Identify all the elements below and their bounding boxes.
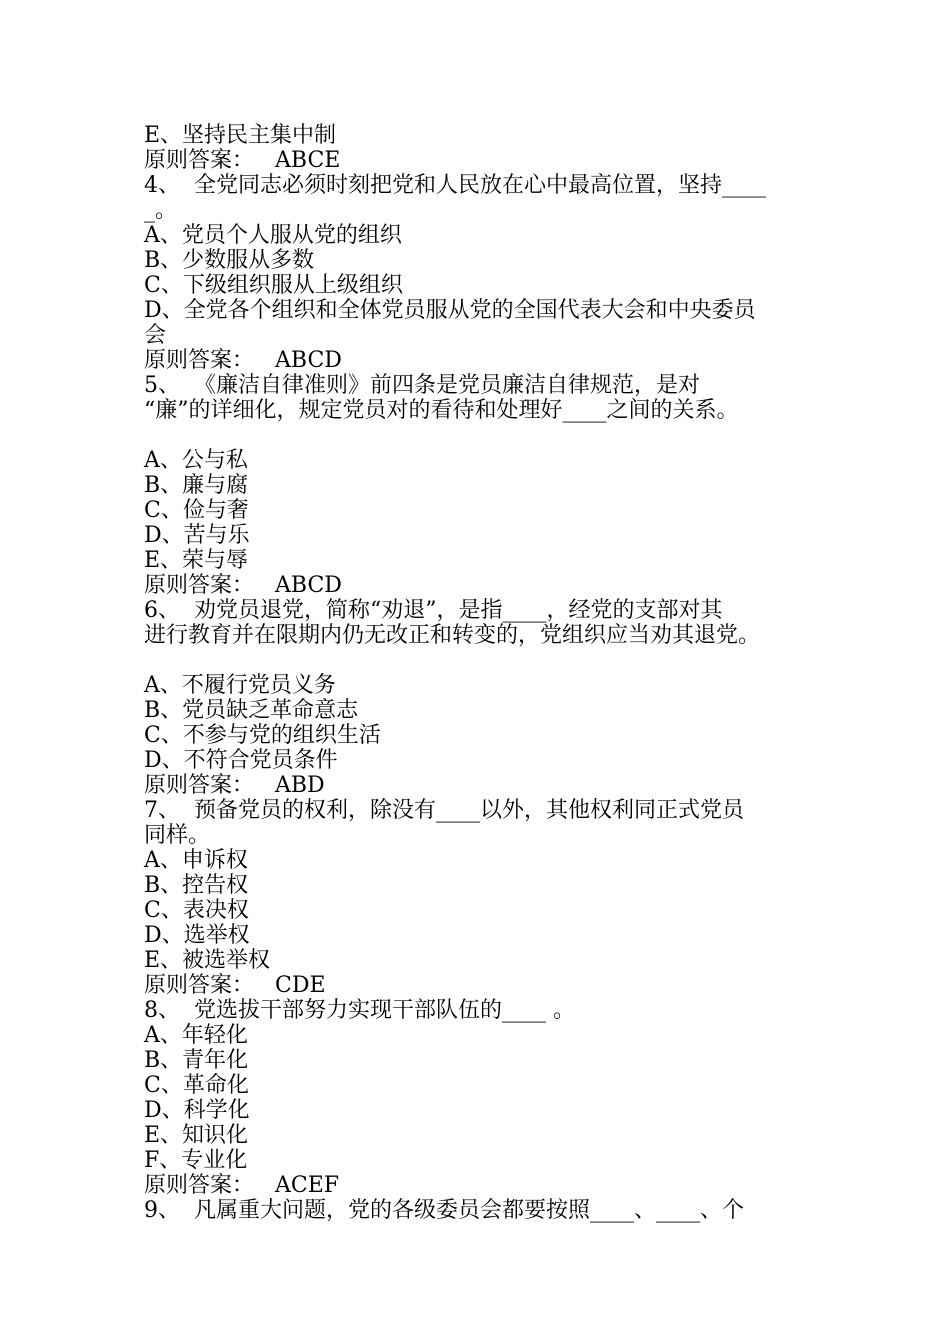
q6-option-b: B、党员缺乏革命意志 bbox=[144, 698, 359, 723]
question-9-line-1: 9、 凡属重大问题，党的各级委员会都要按照____、____、个 bbox=[144, 1198, 744, 1223]
q8-option-f: F、专业化 bbox=[144, 1148, 248, 1173]
q7-option-c: C、表决权 bbox=[144, 898, 249, 923]
q7-option-b: B、控告权 bbox=[144, 873, 249, 898]
q5-option-b: B、廉与腐 bbox=[144, 473, 249, 498]
answer-line-q7: 原则答案： CDE bbox=[144, 973, 326, 998]
question-6-line-1: 6、 劝党员退党，简称“劝退”，是指____，经党的支部对其 bbox=[144, 598, 723, 623]
q7-option-d: D、选举权 bbox=[144, 923, 250, 948]
q8-option-e: E、知识化 bbox=[144, 1123, 249, 1148]
q7-option-a: A、申诉权 bbox=[144, 848, 248, 873]
q4-option-a: A、党员个人服从党的组织 bbox=[144, 223, 402, 248]
question-4-line-1: 4、 全党同志必须时刻把党和人民放在心中最高位置，坚持____ bbox=[144, 173, 766, 198]
question-7-line-1: 7、 预备党员的权利，除没有____以外，其他权利同正式党员 bbox=[144, 798, 744, 823]
q6-option-c: C、不参与党的组织生活 bbox=[144, 723, 381, 748]
q6-option-a: A、不履行党员义务 bbox=[144, 673, 336, 698]
q7-option-e: E、被选举权 bbox=[144, 948, 271, 973]
q4-option-b: B、少数服从多数 bbox=[144, 248, 315, 273]
question-4-line-2: _。 bbox=[144, 198, 178, 223]
question-8-line-1: 8、 党选拔干部努力实现干部队伍的____ 。 bbox=[144, 998, 575, 1023]
document-page bbox=[144, 123, 824, 1223]
answer-line-q6: 原则答案： ABD bbox=[144, 773, 325, 798]
q4-option-c: C、下级组织服从上级组织 bbox=[144, 273, 403, 298]
q8-option-d: D、科学化 bbox=[144, 1098, 250, 1123]
q4-option-d-line-2: 会 bbox=[144, 323, 167, 348]
q5-option-d: D、苦与乐 bbox=[144, 523, 250, 548]
q8-option-c: C、革命化 bbox=[144, 1073, 249, 1098]
q8-option-a: A、年轻化 bbox=[144, 1023, 248, 1048]
q6-option-d: D、不符合党员条件 bbox=[144, 748, 338, 773]
option-e-text: E、坚持民主集中制 bbox=[144, 123, 337, 148]
blank-line bbox=[144, 423, 824, 448]
question-5-line-1: 5、 《廉洁自律准则》前四条是党员廉洁自律规范，是对 bbox=[144, 373, 700, 398]
answer-line-q3: 原则答案： ABCE bbox=[144, 148, 341, 173]
question-7-line-2: 同样。 bbox=[144, 823, 211, 848]
q4-option-d-line-1: D、全党各个组织和全体党员服从党的全国代表大会和中央委员 bbox=[144, 298, 756, 323]
answer-line-q4: 原则答案： ABCD bbox=[144, 348, 342, 373]
q5-option-e: E、荣与辱 bbox=[144, 548, 249, 573]
q5-option-a: A、公与私 bbox=[144, 448, 248, 473]
question-5-line-2: “廉”的详细化，规定党员对的看待和处理好____之间的关系。 bbox=[144, 398, 739, 423]
answer-line-q8: 原则答案： ACEF bbox=[144, 1173, 340, 1198]
q8-option-b: B、青年化 bbox=[144, 1048, 249, 1073]
answer-line-q5: 原则答案： ABCD bbox=[144, 573, 342, 598]
question-6-line-2: 进行教育并在限期内仍无改正和转变的，党组织应当劝其退党。 bbox=[144, 623, 761, 648]
blank-line bbox=[144, 648, 824, 673]
q5-option-c: C、俭与奢 bbox=[144, 498, 249, 523]
